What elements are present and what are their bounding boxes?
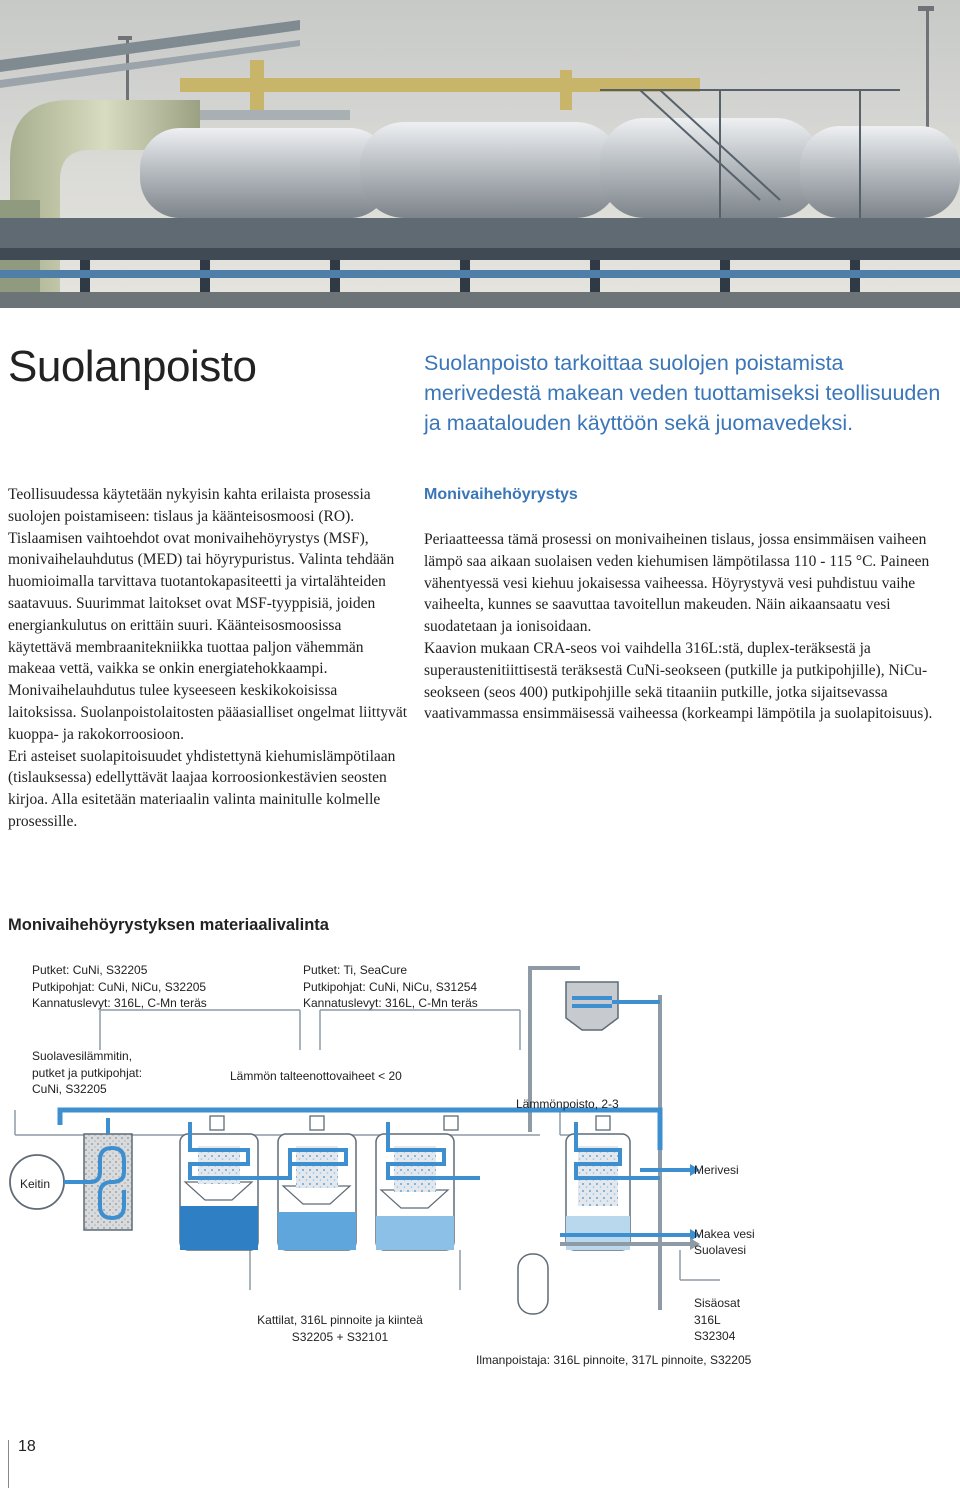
left-paragraph-1: Teollisuudessa käytetään nykyisin kahta erilaista prosessia suolojen poistamiseen: tislaus ja käänteisosmoosi (RO). Tislaamisen vaihtoehdot ovat monivaihehöyrystys (MSF), monivaihelauhdutus (MED) tai höyrypuristus. Valinta tehdään huomioimalla tarvittava tuotantokapasiteetti ja virtalähteiden saatavuus. Suurimmat laitokset ovat MSF-tyyppisiä, joiden energiankulutus on erittäin suuri. Käänteisosmoosissa käytettävä membraanitekniikka tuottaa paljon vähemmän makeaa vettä, vaikka se onkin energiatehokkaampi. (8, 486, 395, 678)
left-paragraph-3: Eri asteiset suolapitoisuudet yhdistettynä kiehumislämpötilaan (tislauksessa) edellyttävät laajaa korroosionkestävien seosten kirjoa. Alla esitetään materiaalin valinta mainitulle kolmelle prosessille. (8, 747, 396, 830)
lead-paragraph: Suolanpoisto tarkoittaa suolojen poistamista merivedestä makean veden tuottamiseksi teollisuuden ja maatalouden käyttöön sekä juomavedeksi. (424, 351, 941, 435)
msf-process-diagram (0, 950, 960, 1380)
label-boiler: Keitin (20, 1177, 51, 1191)
label-internals: Sisäosat 316L S32304 (694, 1296, 741, 1343)
right-paragraph-1: Periaatteessa tämä prosessi on monivaiheinen tislaus, jossa ensimmäisen vaiheen lämpö saa aikaan suolaisen veden kiehumisen lämpötilassa 110 - 115 °C. Paineen vähentyessä vesi kiehuu jokaisessa vaiheessa. Höyrystyvä vesi puhdistuu vaihe vaiheelta, kunnes se saavuttaa tavoitellun makeuden. Näin aikaansaatu vesi suodatetaan ja ionisoidaan. (424, 531, 930, 636)
page-number-rule (8, 1440, 9, 1488)
header-photo (0, 0, 960, 308)
label-shells: Kattilat, 316L pinnoite ja kiinteä S32205 + S32101 (257, 1313, 423, 1344)
page-title: Suolanpoisto (8, 342, 257, 391)
left-paragraph-2: Monivaihelauhdutus tulee kyseeseen keskikokoisissa laitoksissa. Suolanpoistolaitosten pääasialliset ongelmat liittyvät kuoppa- ja rakokorroosioon. (8, 682, 408, 743)
label-heat-recovery: Lämmön talteenottovaiheet < 20 (230, 1069, 402, 1083)
process-schematic (0, 950, 960, 1380)
label-brine: Suolavesi (694, 1243, 747, 1257)
label-fresh-water: Makea vesi (694, 1227, 755, 1241)
left-column (8, 484, 408, 833)
label-heat-rejection: Lämmönpoisto, 2-3 (516, 1097, 619, 1111)
right-column (424, 529, 954, 725)
page-number: 18 (18, 1438, 36, 1455)
diagram-title: Monivaihehöyrystyksen materiaalivalinta (8, 916, 329, 934)
label-heater: Suolavesilämmitin, putket ja putkipohjat: CuNi, S32205 (32, 1049, 143, 1096)
label-group-left: Putket: CuNi, S32205 Putkipohjat: CuNi, NiCu, S32205 Kannatuslevyt: 316L, C-Mn teräs (32, 963, 207, 1010)
label-deaerator: Ilmanpoistaja: 316L pinnoite, 317L pinnoite, S32205 (476, 1353, 752, 1367)
label-group-right: Putket: Ti, SeaCure Putkipohjat: CuNi, NiCu, S31254 Kannatuslevyt: 316L, C-Mn teräs (303, 963, 478, 1010)
right-paragraph-2: Kaavion mukaan CRA-seos voi vaihdella 316L:stä, duplex-teräksestä ja superaustenitiittisestä teräksestä CuNi-seokseen (putkille ja putkipohjille), NiCu-seokseen (seos 400) putkipohjille sekä titaaniin putkille, jotka sijaitsevassa vaativammassa ensimmäisessä vaiheessa (korkeampi lämpötila ja suolapitoisuus). (424, 639, 933, 723)
section-heading-msf: Monivaihehöyrystys (424, 486, 578, 503)
label-seawater: Merivesi (694, 1163, 739, 1177)
